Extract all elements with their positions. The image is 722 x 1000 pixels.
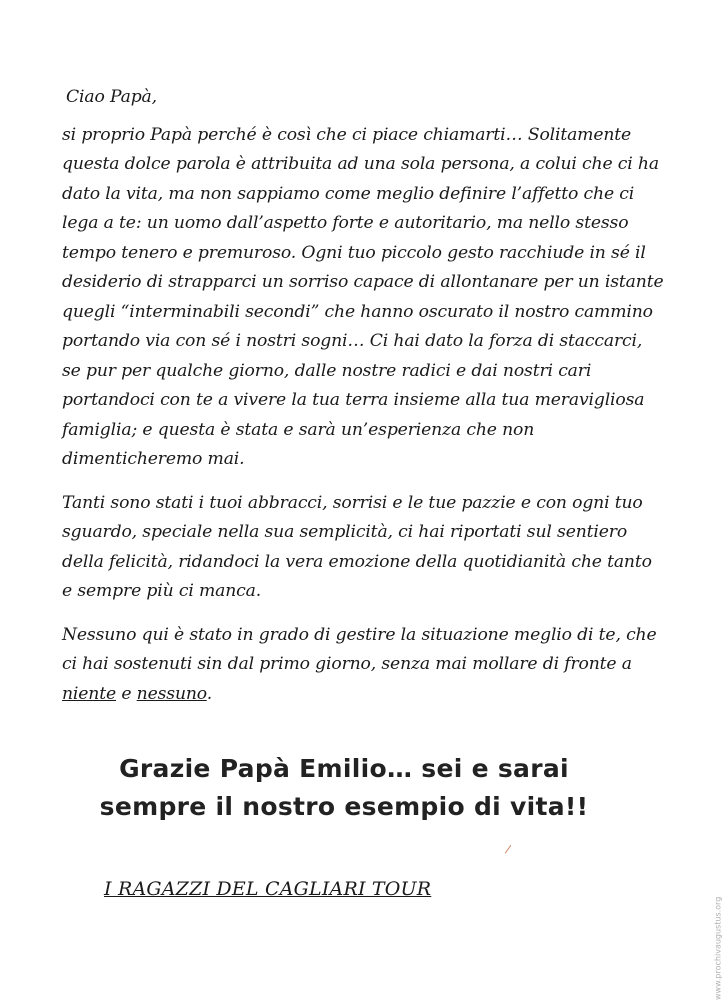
- thanks-line-1: Grazie Papà Emilio… sei e sarai: [119, 754, 569, 783]
- letter-line: se pur per qualche giorno, dalle nostre radici e dai nostri cari: [62, 360, 592, 381]
- letter-line: dato la vita, ma non sappiamo come meglio definire l’affetto che ci: [62, 183, 635, 204]
- letter-greeting: Ciao Papà,: [66, 87, 157, 107]
- underlined-word-niente: niente: [62, 683, 116, 704]
- letter-line: portandoci con te a vivere la tua terra insieme alla tua meravigliosa: [62, 390, 645, 410]
- letter-line: Tanti sono stati i tuoi abbracci, sorrisi e le tue pazzie e con ogni tuo: [62, 492, 643, 513]
- letter-paragraph-2: [62, 489, 682, 607]
- letter-line: tempo tenero e premuroso. Ogni tuo piccolo gesto racchiude in sé il: [62, 242, 646, 263]
- letter-line: ci hai sostenuti sin dal primo giorno, senza mai mollare di fronte a: [62, 654, 632, 674]
- letter-line: quegli “interminabili secondi” che hanno oscurato il nostro cammino: [62, 301, 653, 322]
- letter-line: questa dolce parola è attribuita ad una sola persona, a colui che ci ha: [62, 154, 659, 174]
- letter-line: sguardo, speciale nella sua semplicità, ci hai riportati sul sentiero: [62, 522, 628, 542]
- underlined-word-nessuno: nessuno: [136, 683, 207, 704]
- letter-line: e sempre più ci manca.: [62, 581, 262, 601]
- scan-mark: [505, 845, 516, 857]
- letter-line: della felicità, ridandoci la vera emozione della quotidianità che tanto: [62, 551, 652, 572]
- letter-line: lega a te: un uomo dall’aspetto forte e autoritario, ma nello stesso: [62, 213, 629, 233]
- letter-last-line: [62, 680, 682, 710]
- thanks-line-2: sempre il nostro esempio di vita!!: [99, 792, 589, 821]
- letter-line: desiderio di strapparci un sorriso capace di allontanare per un istante: [62, 272, 664, 292]
- letter-body: [62, 83, 682, 723]
- watermark: www.prochivaugustus.org: [713, 896, 722, 1000]
- letter-line: Nessuno qui è stato in grado di gestire la situazione meglio di te, che: [62, 624, 657, 645]
- letter-line: si proprio Papà perché è così che ci piace chiamarti… Solitamente: [62, 124, 632, 145]
- letter-paragraph-1: [62, 121, 682, 475]
- letter-paragraph-3: [62, 621, 682, 710]
- line-end-punctuation: .: [206, 683, 213, 704]
- signature: I RAGAZZI DEL CAGLIARI TOUR: [104, 878, 432, 900]
- letter-line: famiglia; e questa è stata e sarà un’esperienza che non: [62, 419, 535, 440]
- letter-line: portando via con sé i nostri sogni… Ci hai dato la forza di staccarci,: [62, 331, 643, 351]
- conjunction-text: e: [116, 683, 137, 704]
- thanks-heading: [64, 750, 624, 826]
- letter-line: dimenticheremo mai.: [62, 449, 245, 469]
